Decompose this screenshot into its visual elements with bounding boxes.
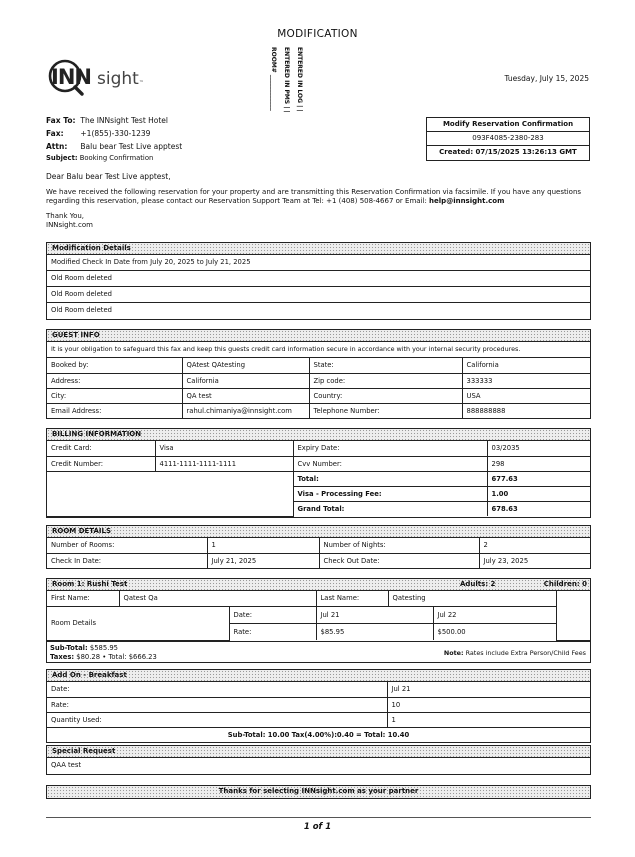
confirmation-title: Modify Reservation Confirmation [427, 118, 589, 132]
checkin-label: Check In Date: [47, 553, 207, 568]
room-date: Jul 22 [433, 606, 556, 623]
addon-title: Add On - Breakfast [52, 671, 127, 679]
fax-info [46, 114, 182, 163]
note-value: Rates include Extra Person/Child Fees [465, 648, 586, 657]
fee-value: 1.00 [487, 486, 590, 501]
room-rate: $500.00 [433, 623, 556, 640]
section-header [47, 670, 590, 682]
modification-row: Modified Check In Date from July 20, 2025 to July 21, 2025 [47, 255, 590, 271]
room1-title: Room 1: Rushi Test [52, 580, 128, 588]
room-details-label: Room Details [47, 606, 229, 640]
grand-total-label: Grand Total: [293, 501, 487, 516]
table-row [47, 553, 590, 568]
table-row [47, 403, 590, 418]
rooms-value: 1 [207, 538, 319, 553]
credit-number-label: Credit Number: [47, 456, 155, 471]
document-date: Tuesday, July 15, 2025 [504, 74, 589, 83]
table-row [47, 538, 590, 553]
addon-qty-value: 1 [387, 712, 590, 727]
table-row [47, 471, 590, 486]
page-number: 1 of 1 [303, 822, 332, 832]
total-value: 677.63 [487, 471, 590, 486]
table-row [47, 373, 590, 388]
guest-cell: California [182, 373, 309, 388]
subtotal-label: Sub-Total: [50, 643, 88, 652]
guest-cell: Telephone Number: [309, 403, 462, 418]
nights-value: 2 [479, 538, 590, 553]
subtotal-value: $585.95 [89, 643, 118, 652]
stamp-room-number: ROOM# ____________ [270, 47, 277, 111]
special-title: Special Request [52, 747, 116, 755]
billing-section [46, 428, 591, 518]
stamp-entered-log: ENTERED IN LOG | | [296, 47, 303, 112]
rate-label: Rate: [229, 623, 316, 640]
addon-date-value: Jul 21 [387, 682, 590, 697]
cvv-label: Cvv Number: [293, 456, 487, 471]
note-label: Note: [443, 648, 464, 657]
guest-cell: Address: [47, 373, 182, 388]
modification-row: Old Room deleted [51, 306, 112, 314]
guest-cell: QA test [182, 388, 309, 403]
children-count: Children: 0 [543, 580, 587, 588]
fax-to-label: Fax To: [46, 116, 76, 125]
date-label: Date: [229, 606, 316, 623]
credit-card-value: Visa [155, 441, 293, 456]
thanks: Thank You, [46, 211, 85, 220]
modification-row: Old Room deleted [47, 287, 590, 303]
table-row [47, 682, 590, 697]
svg-text:™: ™ [139, 80, 144, 86]
room-details-title: ROOM DETAILS [52, 527, 112, 535]
table-row [47, 697, 590, 712]
credit-number-value: 4111-1111-1111-1111 [155, 456, 293, 471]
nights-label: Number of Nights: [319, 538, 479, 553]
guest-cell: Country: [309, 388, 462, 403]
page-title: MODIFICATION [277, 28, 358, 40]
guest-cell: 888888888 [462, 403, 590, 418]
expiry-label: Expiry Date: [293, 441, 487, 456]
closing-text: Thanks for selecting INNsight.com as your partner [47, 786, 590, 798]
intro-text [46, 172, 591, 231]
fax-to: The INNsight Test Hotel [80, 116, 169, 125]
room-details-table [47, 538, 590, 568]
subject: Booking Confirmation [79, 154, 154, 162]
section-header [47, 526, 590, 538]
rooms-label: Number of Rooms: [47, 538, 207, 553]
support-email-link[interactable]: help@innsight.com [429, 197, 505, 205]
checkout-label: Check Out Date: [319, 553, 479, 568]
fax-number-label: Fax: [46, 129, 64, 138]
last-name-label: Last Name: [316, 591, 388, 606]
section-header [47, 243, 590, 255]
guest-info-section [46, 329, 591, 419]
guest-cell: City: [47, 388, 182, 403]
fax-number: +1(855)-330-1239 [80, 129, 151, 138]
special-request-text: QAA test [51, 761, 82, 769]
footer-divider [46, 817, 591, 818]
confirmation-box [426, 117, 590, 161]
addon-qty-label: Quantity Used: [47, 712, 387, 727]
modification-section [46, 242, 591, 320]
taxes-label: Taxes: [50, 652, 75, 661]
table-row [47, 441, 590, 456]
table-row [47, 358, 590, 373]
greeting: Dear Balu bear Test Live apptest, [46, 172, 171, 181]
checkout-value: July 23, 2025 [479, 553, 590, 568]
addon-table [47, 682, 590, 742]
credit-card-label: Credit Card: [47, 441, 155, 456]
addon-date-label: Date: [47, 682, 387, 697]
room1-summary [47, 641, 590, 662]
modification-row: Old Room deleted [47, 271, 590, 287]
section-header [47, 429, 590, 441]
cvv-value: 298 [487, 456, 590, 471]
table-row [47, 727, 590, 742]
attn: Balu bear Test Live apptest [80, 142, 183, 151]
expiry-value: 03/2035 [487, 441, 590, 456]
section-header [47, 746, 590, 758]
guest-cell: Booked by: [47, 358, 182, 373]
guest-cell: Email Address: [47, 403, 182, 418]
guest-cell: rahul.chimaniya@innsight.com [182, 403, 309, 418]
addon-summary: Sub-Total: 10.00 Tax(4.00%):0.40 = Total: 10.40 [47, 727, 590, 742]
first-name-label: First Name: [47, 591, 119, 606]
innsight-logo [45, 56, 145, 98]
last-name-value: Qatesting [388, 591, 556, 606]
addon-rate-value: 10 [387, 697, 590, 712]
guest-cell: Zip code: [309, 373, 462, 388]
room1-blank [556, 591, 590, 640]
guest-cell: USA [462, 388, 590, 403]
guest-cell: State: [309, 358, 462, 373]
guest-notice: It is your obligation to safeguard this fax and keep this guests credit card information secure in accordance with your internal security procedures. [47, 342, 590, 358]
grand-total-value: 678.63 [487, 501, 590, 516]
addon-rate-label: Rate: [47, 697, 387, 712]
special-request-section [46, 745, 591, 775]
adults-count: Adults: 2 [460, 580, 496, 588]
fee-label: Visa - Processing Fee: [293, 486, 487, 501]
addon-section [46, 669, 591, 743]
table-row [47, 388, 590, 403]
table-row [47, 591, 590, 606]
guest-cell: QAtest QAtesting [182, 358, 309, 373]
confirmation-number: 093F4085-2380-283 [427, 132, 589, 146]
first-name-value: Qatest Qa [119, 591, 316, 606]
room-rate: $85.95 [316, 623, 433, 640]
room-date: Jul 21 [316, 606, 433, 623]
subject-label: Subject: [46, 154, 78, 162]
room-details-section [46, 525, 591, 569]
stamp-entered-pms: ENTERED IN PMS | | [283, 47, 290, 113]
table-row [47, 606, 590, 623]
closing-banner [46, 785, 591, 799]
intro-body: We have received the following reservation for your property and are transmitting this Reservation Confirmation via facsimile. If you have any questions regarding this reservation, please contact our Reservation Support Team at Tel: +1 (408) 508-4667 or Email: [46, 187, 582, 205]
taxes-value: $80.28 • Total: $666.23 [76, 652, 157, 661]
signature: INNsight.com [46, 221, 93, 229]
confirmation-created: Created: 07/15/2025 13:26:13 GMT [439, 148, 577, 156]
billing-blank [47, 471, 293, 516]
room1-section [46, 578, 591, 663]
svg-text:sight: sight [97, 69, 139, 89]
attn-label: Attn: [46, 142, 68, 151]
table-row [47, 712, 590, 727]
modification-title: Modification Details [52, 244, 131, 252]
billing-table [47, 441, 590, 517]
room1-table [47, 591, 590, 641]
guest-cell: California [462, 358, 590, 373]
svg-text:INN: INN [51, 65, 91, 89]
table-row [47, 456, 590, 471]
checkin-value: July 21, 2025 [207, 553, 319, 568]
guest-title: GUEST INFO [52, 331, 100, 339]
section-header [47, 330, 590, 342]
billing-title: BILLING INFORMATION [52, 430, 142, 438]
guest-table [47, 358, 590, 418]
total-label: Total: [293, 471, 487, 486]
guest-cell: 333333 [462, 373, 590, 388]
section-header [47, 579, 590, 591]
